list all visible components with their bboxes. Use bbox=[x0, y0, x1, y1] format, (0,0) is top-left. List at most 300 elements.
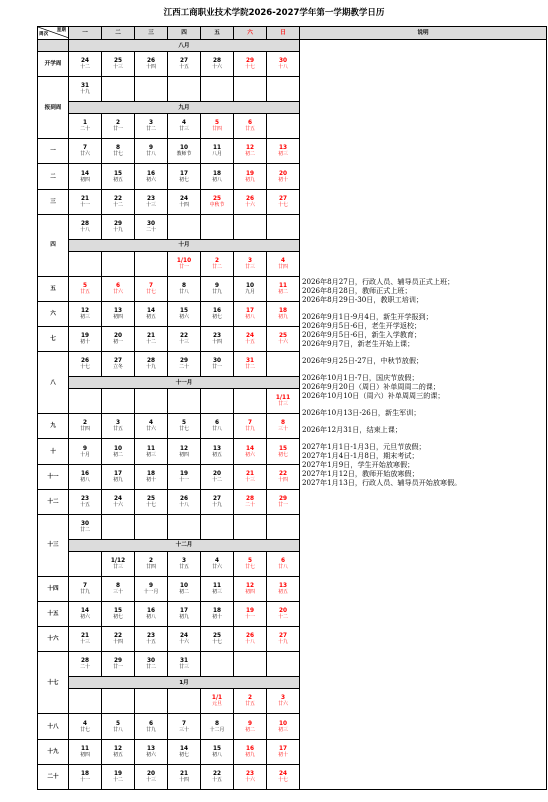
day-cell bbox=[135, 576, 168, 601]
day-cell bbox=[102, 189, 135, 214]
day-cell bbox=[168, 551, 201, 576]
day-cell bbox=[267, 627, 300, 652]
day-number: 28 bbox=[245, 495, 255, 502]
lunar-date: 初七 bbox=[113, 614, 123, 621]
day-cell bbox=[69, 164, 102, 189]
lunar-date: 初六 bbox=[146, 176, 156, 183]
lunar-date: 十六 bbox=[245, 201, 255, 208]
day-cell bbox=[135, 114, 168, 139]
day-cell bbox=[168, 489, 201, 514]
day-cell bbox=[102, 52, 135, 77]
day-cell bbox=[135, 652, 168, 677]
lunar-date: 初八 bbox=[245, 314, 255, 321]
lunar-date: 初十 bbox=[278, 176, 288, 183]
day-cell bbox=[168, 602, 201, 627]
day-cell bbox=[135, 514, 168, 539]
day-cell bbox=[234, 77, 267, 102]
lunar-date: 廿九 bbox=[80, 589, 90, 596]
day-number: 10 bbox=[113, 445, 123, 452]
day-cell bbox=[201, 576, 234, 601]
day-number: 13 bbox=[212, 445, 222, 452]
day-cell bbox=[234, 301, 267, 326]
day-number: 9 bbox=[214, 282, 220, 289]
lunar-date: 十二 bbox=[113, 201, 123, 208]
day-number: 31 bbox=[80, 83, 90, 90]
day-number: 27 bbox=[278, 633, 288, 640]
week-label: 十九 bbox=[38, 739, 69, 764]
month-label: 十一月 bbox=[69, 377, 300, 389]
day-number: 26 bbox=[179, 495, 189, 502]
note-line: 2026年9月1日-9月4日，新生开学报到； bbox=[302, 312, 433, 321]
day-number: 13 bbox=[278, 145, 288, 152]
day-number: 14 bbox=[146, 308, 156, 315]
lunar-date: 廿一 bbox=[278, 501, 288, 508]
day-cell bbox=[168, 514, 201, 539]
lunar-date: 廿七 bbox=[146, 288, 156, 295]
lunar-date: 十一月 bbox=[143, 589, 159, 596]
day-cell bbox=[201, 352, 234, 377]
day-number: 28 bbox=[80, 220, 90, 227]
day-number: 15 bbox=[212, 745, 222, 752]
day-number: 23 bbox=[212, 333, 222, 340]
day-cell bbox=[267, 164, 300, 189]
month-row-aug bbox=[38, 40, 547, 52]
lunar-date: 初六 bbox=[146, 751, 156, 758]
day-number: 3 bbox=[115, 420, 121, 427]
week-label: 二十 bbox=[38, 764, 69, 789]
day-number: 11 bbox=[146, 445, 156, 452]
lunar-date: 十七 bbox=[278, 776, 288, 783]
day-cell bbox=[102, 352, 135, 377]
day-number: 1/12 bbox=[110, 557, 126, 564]
note-line: 2026年10月10日（周六）补单周周三的课； bbox=[302, 391, 445, 400]
day-number: 3 bbox=[148, 120, 154, 127]
note-line: 2026年8月29日-30日，教职工培训； bbox=[302, 295, 424, 304]
note-line: 2026年10月13日-26日，新生军训； bbox=[302, 408, 421, 417]
day-cell bbox=[234, 714, 267, 739]
day-number: 17 bbox=[113, 470, 123, 477]
day-cell bbox=[69, 52, 102, 77]
lunar-date: 廿八 bbox=[212, 426, 222, 433]
lunar-date: 十五 bbox=[80, 501, 90, 508]
lunar-date: 十一 bbox=[245, 614, 255, 621]
lunar-date: 十三 bbox=[245, 476, 255, 483]
day-number: 21 bbox=[179, 770, 189, 777]
lunar-date: 初七 bbox=[212, 314, 222, 321]
day-cell bbox=[201, 489, 234, 514]
lunar-date: 廿三 bbox=[179, 664, 189, 671]
day-number: 18 bbox=[278, 308, 288, 315]
day-cell bbox=[234, 276, 267, 301]
day-number: 26 bbox=[245, 195, 255, 202]
day-cell bbox=[234, 514, 267, 539]
day-number: 2 bbox=[247, 695, 253, 702]
day-cell bbox=[267, 739, 300, 764]
day-number: 4 bbox=[148, 420, 154, 427]
lunar-date: 十七 bbox=[80, 364, 90, 371]
lunar-date: 十六 bbox=[179, 639, 189, 646]
day-cell bbox=[69, 139, 102, 164]
day-cell bbox=[267, 464, 300, 489]
day-number: 23 bbox=[80, 495, 90, 502]
day-number: 7 bbox=[148, 282, 154, 289]
day-number: 12 bbox=[179, 445, 189, 452]
day-number: 17 bbox=[179, 608, 189, 615]
lunar-date: 初三 bbox=[80, 314, 90, 321]
lunar-date: 十一 bbox=[80, 201, 90, 208]
day-cell bbox=[69, 689, 102, 714]
day-number: 2 bbox=[115, 120, 121, 127]
day-number: 16 bbox=[212, 308, 222, 315]
day-cell bbox=[135, 214, 168, 239]
day-cell bbox=[234, 189, 267, 214]
day-cell bbox=[69, 251, 102, 276]
day-cell bbox=[201, 739, 234, 764]
day-number: 8 bbox=[280, 420, 286, 427]
day-cell bbox=[234, 464, 267, 489]
day-cell bbox=[168, 627, 201, 652]
lunar-date: 初十 bbox=[212, 614, 222, 621]
lunar-date: 十九 bbox=[146, 364, 156, 371]
lunar-date: 十五 bbox=[212, 776, 222, 783]
day-number: 11 bbox=[212, 583, 222, 590]
day-number: 21 bbox=[146, 333, 156, 340]
lunar-date: 廿一 bbox=[113, 664, 123, 671]
lunar-date: 十五 bbox=[245, 339, 255, 346]
day-cell bbox=[234, 439, 267, 464]
day-number: 10 bbox=[245, 282, 255, 289]
lunar-date: 十二 bbox=[80, 64, 90, 71]
lunar-date: 十八 bbox=[278, 64, 288, 71]
lunar-date: 初五 bbox=[113, 176, 123, 183]
day-cell bbox=[267, 389, 300, 414]
day-cell bbox=[267, 714, 300, 739]
lunar-date: 廿五 bbox=[245, 126, 255, 133]
day-number: 13 bbox=[146, 745, 156, 752]
lunar-date: 十六 bbox=[212, 64, 222, 71]
lunar-date: 十二 bbox=[113, 776, 123, 783]
week-label: 十五 bbox=[38, 602, 69, 627]
lunar-date: 廿二 bbox=[80, 526, 90, 533]
week-label: 十七 bbox=[38, 652, 69, 714]
day-cell bbox=[168, 389, 201, 414]
day-number: 2 bbox=[148, 557, 154, 564]
calendar-title: 江西工商职业技术学院2026-2027学年第一学期教学日历 bbox=[163, 8, 385, 18]
lunar-date: 初一 bbox=[113, 339, 123, 346]
day-cell bbox=[168, 764, 201, 789]
week-label: 五 bbox=[38, 276, 69, 301]
day-number: 31 bbox=[245, 358, 255, 365]
week-label: 十 bbox=[38, 439, 69, 464]
day-cell bbox=[102, 514, 135, 539]
day-number: 25 bbox=[212, 633, 222, 640]
lunar-date: 初七 bbox=[179, 751, 189, 758]
lunar-date: 十六 bbox=[245, 776, 255, 783]
note-line: 2026年12月31日，结束上课； bbox=[302, 425, 402, 434]
day-number: 9 bbox=[247, 720, 253, 727]
day-cell bbox=[168, 439, 201, 464]
day-cell bbox=[234, 551, 267, 576]
day-cell bbox=[69, 414, 102, 439]
day-cell bbox=[234, 164, 267, 189]
day-cell bbox=[135, 764, 168, 789]
day-cell bbox=[102, 489, 135, 514]
day-number: 27 bbox=[179, 58, 189, 65]
day-cell bbox=[201, 327, 234, 352]
day-number: 26 bbox=[245, 633, 255, 640]
day-number: 6 bbox=[214, 420, 220, 427]
day-number: 7 bbox=[181, 720, 187, 727]
lunar-date: 二十 bbox=[179, 364, 189, 371]
day-cell bbox=[102, 714, 135, 739]
lunar-date: 廿八 bbox=[113, 726, 123, 733]
day-cell bbox=[135, 251, 168, 276]
lunar-date: 中秋节 bbox=[209, 201, 225, 208]
lunar-date: 教师节 bbox=[176, 151, 192, 158]
lunar-date: 初五 bbox=[113, 751, 123, 758]
day-number: 1/10 bbox=[176, 257, 192, 264]
day-number: 11 bbox=[278, 282, 288, 289]
lunar-date: 十一 bbox=[80, 776, 90, 783]
lunar-date: 廿五 bbox=[113, 426, 123, 433]
day-cell bbox=[267, 189, 300, 214]
day-number: 25 bbox=[278, 333, 288, 340]
day-number: 11 bbox=[80, 745, 90, 752]
day-number: 30 bbox=[146, 658, 156, 665]
lunar-date: 廿七 bbox=[80, 726, 90, 733]
day-number: 16 bbox=[146, 608, 156, 615]
lunar-date: 廿八 bbox=[179, 288, 189, 295]
day-cell bbox=[201, 276, 234, 301]
day-cell bbox=[267, 689, 300, 714]
day-number: 25 bbox=[146, 495, 156, 502]
lunar-date: 廿七 bbox=[245, 563, 255, 570]
day-cell bbox=[267, 114, 300, 139]
lunar-date: 廿五 bbox=[80, 288, 90, 295]
month-label: 十二月 bbox=[69, 539, 300, 551]
lunar-date: 初三 bbox=[146, 451, 156, 458]
lunar-date: 廿六 bbox=[80, 151, 90, 158]
day-cell bbox=[102, 389, 135, 414]
lunar-date: 初三 bbox=[212, 589, 222, 596]
day-number: 14 bbox=[80, 608, 90, 615]
day-cell bbox=[69, 551, 102, 576]
day-number: 24 bbox=[80, 58, 90, 65]
day-cell bbox=[267, 576, 300, 601]
day-number: 15 bbox=[179, 308, 189, 315]
day-cell bbox=[168, 652, 201, 677]
day-number: 29 bbox=[179, 358, 189, 365]
day-cell bbox=[102, 551, 135, 576]
day-cell bbox=[135, 714, 168, 739]
day-cell bbox=[267, 352, 300, 377]
lunar-date: 廿六 bbox=[146, 426, 156, 433]
day-number: 16 bbox=[80, 470, 90, 477]
day-number: 6 bbox=[115, 282, 121, 289]
day-number: 5 bbox=[214, 120, 220, 127]
day-cell bbox=[201, 439, 234, 464]
day-number: 17 bbox=[278, 745, 288, 752]
day-header-sun: 日 bbox=[267, 27, 300, 40]
day-number: 5 bbox=[115, 720, 121, 727]
week-label: 开学周 bbox=[38, 52, 69, 77]
day-number: 19 bbox=[80, 333, 90, 340]
lunar-date: 初五 bbox=[146, 314, 156, 321]
lunar-date: 三十 bbox=[179, 726, 189, 733]
day-number: 4 bbox=[214, 557, 220, 564]
lunar-date: 廿四 bbox=[146, 563, 156, 570]
day-number: 26 bbox=[80, 358, 90, 365]
week-label: 一 bbox=[38, 139, 69, 164]
day-number: 23 bbox=[146, 195, 156, 202]
lunar-date: 十三 bbox=[146, 201, 156, 208]
day-header-sat: 六 bbox=[234, 27, 267, 40]
lunar-date: 初三 bbox=[278, 151, 288, 158]
day-number: 6 bbox=[280, 557, 286, 564]
lunar-date: 初五 bbox=[212, 451, 222, 458]
day-number: 29 bbox=[245, 58, 255, 65]
lunar-date: 初二 bbox=[245, 726, 255, 733]
day-number: 10 bbox=[278, 720, 288, 727]
day-cell bbox=[201, 52, 234, 77]
day-number: 8 bbox=[214, 720, 220, 727]
day-cell bbox=[135, 164, 168, 189]
month-label: 九月 bbox=[69, 102, 300, 114]
day-number: 24 bbox=[179, 195, 189, 202]
lunar-date: 初四 bbox=[80, 176, 90, 183]
week-label: 九 bbox=[38, 414, 69, 439]
day-number: 5 bbox=[181, 420, 187, 427]
day-cell bbox=[234, 214, 267, 239]
day-cell bbox=[102, 327, 135, 352]
lunar-date: 廿六 bbox=[212, 563, 222, 570]
month-label: 十月 bbox=[69, 239, 300, 251]
day-number: 20 bbox=[113, 333, 123, 340]
lunar-date: 十八 bbox=[179, 501, 189, 508]
day-number: 20 bbox=[278, 608, 288, 615]
day-number: 4 bbox=[181, 120, 187, 127]
day-cell bbox=[135, 301, 168, 326]
lunar-date: 廿四 bbox=[212, 126, 222, 133]
lunar-date: 初十 bbox=[146, 476, 156, 483]
day-cell bbox=[201, 214, 234, 239]
lunar-date: 十四 bbox=[146, 64, 156, 71]
note-line: 2026年9月7日，新老生开始上课； bbox=[302, 339, 415, 348]
day-number: 19 bbox=[113, 770, 123, 777]
day-number: 12 bbox=[113, 745, 123, 752]
lunar-date: 十二 bbox=[146, 339, 156, 346]
day-cell bbox=[168, 164, 201, 189]
day-cell bbox=[267, 301, 300, 326]
day-number: 1/1 bbox=[211, 695, 223, 702]
day-number: 15 bbox=[113, 170, 123, 177]
lunar-date: 十七 bbox=[212, 639, 222, 646]
lunar-date: 二十 bbox=[80, 664, 90, 671]
day-cell bbox=[69, 652, 102, 677]
lunar-date: 十七 bbox=[245, 64, 255, 71]
day-cell bbox=[267, 77, 300, 102]
day-cell bbox=[102, 764, 135, 789]
lunar-date: 十四 bbox=[113, 639, 123, 646]
week-label: 四 bbox=[38, 214, 69, 276]
day-cell bbox=[69, 739, 102, 764]
lunar-date: 初三 bbox=[278, 726, 288, 733]
day-number: 8 bbox=[115, 583, 121, 590]
day-cell bbox=[267, 327, 300, 352]
day-number: 29 bbox=[278, 495, 288, 502]
day-header-fri: 五 bbox=[201, 27, 234, 40]
day-number: 1/11 bbox=[275, 395, 291, 402]
lunar-date: 十九 bbox=[80, 89, 90, 96]
day-cell bbox=[135, 627, 168, 652]
day-number: 18 bbox=[80, 770, 90, 777]
day-number: 2 bbox=[214, 257, 220, 264]
day-cell bbox=[267, 414, 300, 439]
lunar-date: 廿七 bbox=[113, 151, 123, 158]
day-cell bbox=[234, 327, 267, 352]
day-cell bbox=[102, 576, 135, 601]
day-cell bbox=[234, 52, 267, 77]
day-cell bbox=[135, 551, 168, 576]
day-number: 8 bbox=[115, 145, 121, 152]
corner-cell bbox=[38, 27, 69, 40]
note-line: 2027年1月9日，学生开始放寒假； bbox=[302, 460, 415, 469]
day-cell bbox=[201, 764, 234, 789]
day-cell bbox=[69, 576, 102, 601]
lunar-date: 初二 bbox=[278, 288, 288, 295]
day-cell bbox=[69, 464, 102, 489]
day-cell bbox=[102, 276, 135, 301]
day-cell bbox=[102, 414, 135, 439]
lunar-date: 二十 bbox=[245, 501, 255, 508]
day-cell bbox=[135, 52, 168, 77]
month-label: 八月 bbox=[69, 40, 300, 52]
day-cell bbox=[168, 464, 201, 489]
day-cell bbox=[102, 627, 135, 652]
day-number: 7 bbox=[82, 145, 88, 152]
day-cell bbox=[69, 327, 102, 352]
day-number: 3 bbox=[247, 257, 253, 264]
lunar-date: 廿八 bbox=[146, 151, 156, 158]
day-cell bbox=[201, 164, 234, 189]
week-label: 报到周 bbox=[38, 77, 69, 139]
day-number: 20 bbox=[146, 770, 156, 777]
day-cell bbox=[234, 739, 267, 764]
day-cell bbox=[267, 214, 300, 239]
day-number: 18 bbox=[212, 170, 222, 177]
corner-week-label: 周次 bbox=[39, 32, 49, 38]
lunar-date: 廿二 bbox=[245, 364, 255, 371]
day-cell bbox=[135, 464, 168, 489]
lunar-date: 十六 bbox=[113, 501, 123, 508]
day-cell bbox=[168, 214, 201, 239]
lunar-date: 十五 bbox=[179, 64, 189, 71]
day-number: 22 bbox=[179, 333, 189, 340]
day-number: 9 bbox=[148, 145, 154, 152]
day-cell bbox=[201, 689, 234, 714]
lunar-date: 初二 bbox=[113, 451, 123, 458]
day-number: 24 bbox=[245, 333, 255, 340]
day-number: 22 bbox=[113, 195, 123, 202]
note-line: 2026年9月5日-6日，新生入学教育； bbox=[302, 330, 422, 339]
day-cell bbox=[201, 301, 234, 326]
lunar-date: 初九 bbox=[245, 176, 255, 183]
day-cell bbox=[102, 464, 135, 489]
lunar-date: 廿二 bbox=[212, 263, 222, 270]
week-label: 十三 bbox=[38, 514, 69, 576]
day-number: 3 bbox=[280, 695, 286, 702]
lunar-date: 初四 bbox=[179, 451, 189, 458]
